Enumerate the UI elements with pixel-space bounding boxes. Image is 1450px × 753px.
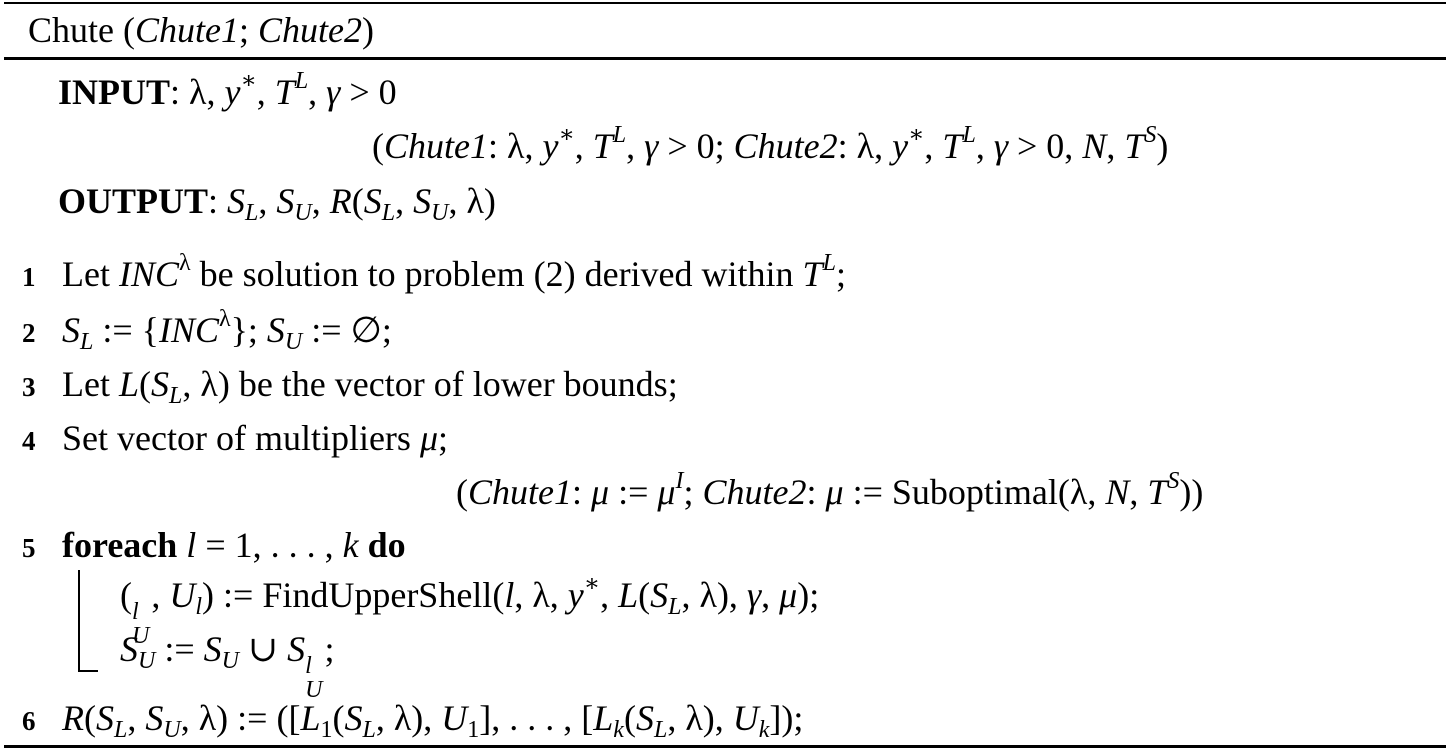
output-label: OUTPUT [58, 181, 209, 221]
step-5-body-1: ( l U , $U_l$) := FindUpperShell(l, λ, y∗, $L(S_L$, λ), γ, μ); [120, 571, 820, 649]
foreach-keyword: foreach [62, 525, 178, 565]
caption-variant-2: Chute2 [258, 10, 362, 50]
input-variants: (Chute1: λ, y∗, $T^L$, γ > 0; Chute2: λ, y∗, $T^L$, γ > 0, N, $T^S$) [372, 122, 1169, 166]
do-keyword: do [367, 525, 406, 565]
line-number: 1 [22, 262, 36, 292]
step-5-body-2: $S_U$ := $S_U$ ∪ S l U ; [120, 629, 335, 703]
loop-bar [78, 570, 80, 672]
bottom-rule [4, 745, 1446, 748]
step-4-variants: (Chute1: μ := $\mu^I$; Chute2: μ := Suboptimal(λ, N, $T^S$)) [456, 468, 1204, 512]
line-number: 4 [22, 426, 36, 456]
step-2: 2 $S_L$ := $\{INC^\lambda\}$; $S_U$ := ∅; [22, 306, 392, 355]
step-3: 3 Let $L(S_L$, λ) be the vector of lower bounds; [22, 364, 678, 409]
find-upper-shell-call: FindUpperShell [262, 575, 493, 615]
line-number: 6 [22, 706, 36, 736]
step-1: 1 Let $INC^\lambda$ be solution to problem (2) derived within $T^L$; [22, 250, 846, 294]
suboptimal-call: Suboptimal [891, 472, 1058, 512]
step-5: 5 foreach l = 1, . . . , k do [22, 525, 406, 565]
output-line: OUTPUT: $S_L$, $S_U$, $R(S_L$, $S_U$, λ) [58, 181, 496, 226]
step-6: 6 $R(S_L$, $S_U$, λ) := ([$L_1(S_L$, λ), $U_1$], . . . , [$L_k(S_L$, λ), $U_k$]); [22, 698, 804, 743]
top-rule [4, 2, 1446, 4]
input-label: INPUT [58, 72, 171, 112]
header-rule [4, 57, 1446, 60]
line-number: 5 [22, 533, 36, 563]
line-number: 3 [22, 372, 36, 402]
loop-bar-foot [78, 670, 98, 672]
step-4: 4 Set vector of multipliers μ; [22, 418, 449, 458]
caption-variant-1: Chute1 [134, 10, 239, 50]
line-number: 2 [22, 318, 36, 348]
algorithm-caption: Chute (Chute1; Chute2) [28, 10, 374, 50]
input-line: INPUT: λ, y∗, $T^L$, γ > 0 [58, 68, 397, 112]
